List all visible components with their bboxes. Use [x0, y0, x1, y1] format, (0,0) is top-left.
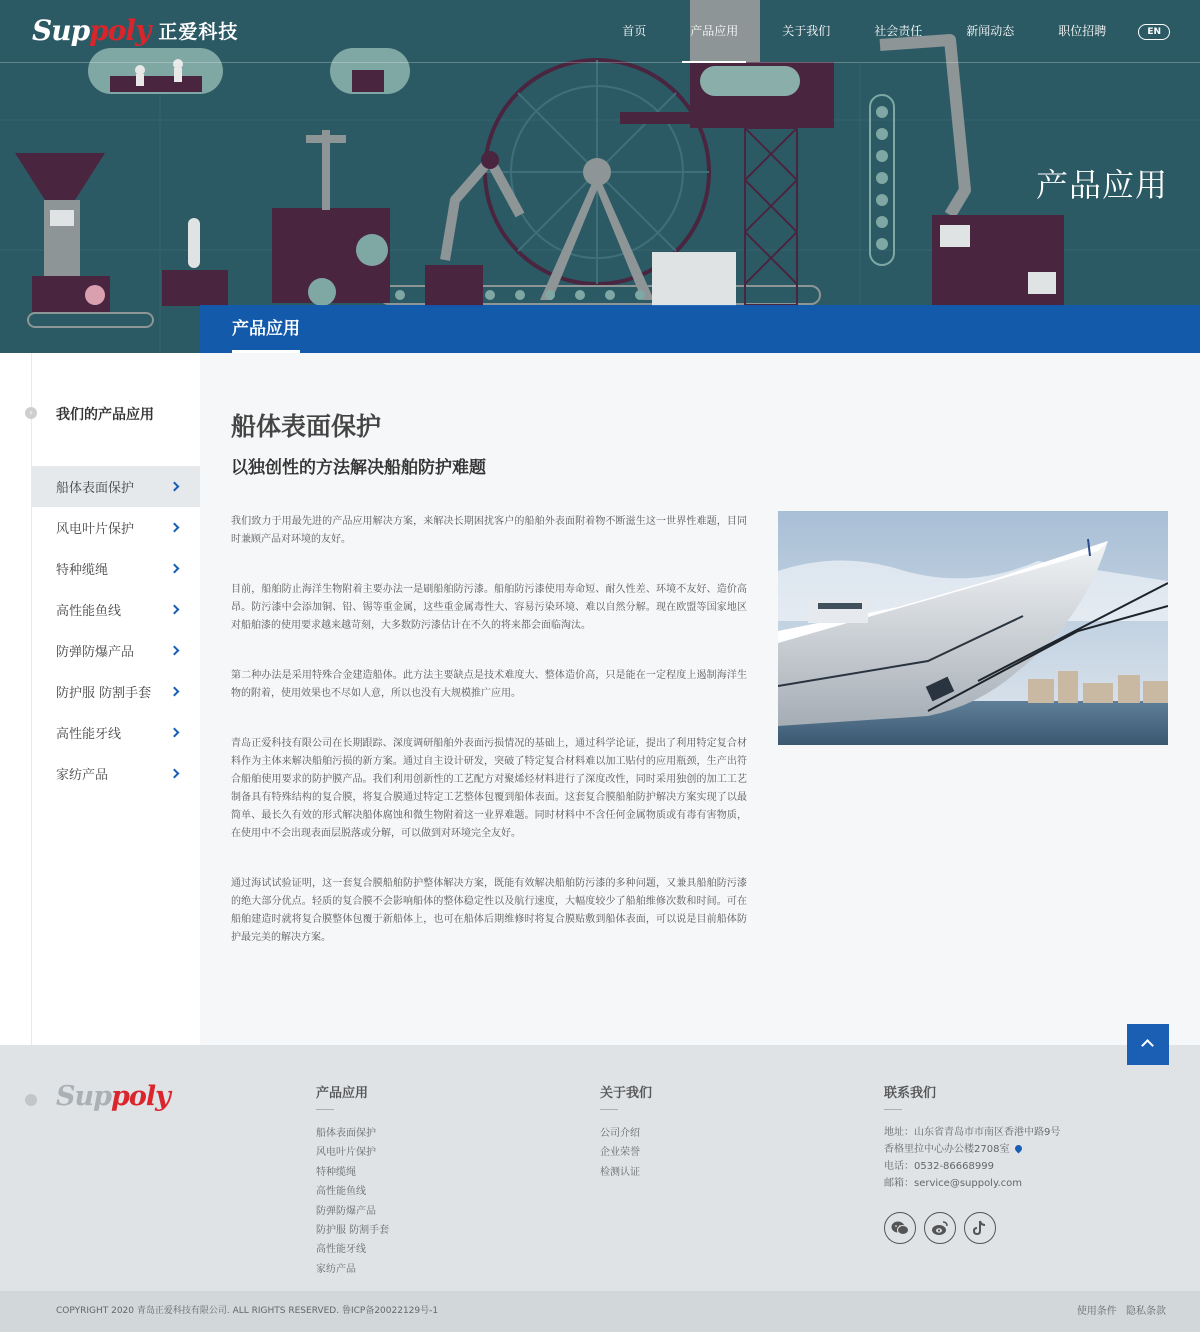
contact-phone: 电话：0532-86668999: [884, 1161, 994, 1172]
article-paragraph: 第二种办法是采用特殊合金建造船体。此方法主要缺点是技术难度大、整体造价高，只是能在一定程度上遏制海洋生物的附着，使用效果也不尽如人意，所以也没有大规模推广应用。: [231, 670, 747, 699]
copyright-text: COPYRIGHT 2020 青岛正爱科技有限公司. ALL RIGHTS RESERVED. 鲁ICP备20022129号-1: [56, 1306, 439, 1316]
article-paragraph: 目前，船舶防止海洋生物附着主要办法一是刷船舶防污漆。船舶防污漆使用寿命短、耐久性差、环境不友好、造价高昂。防污漆中会添加铜、铅、锡等重金属，这些重金属毒性大、容易污染环境、难以自然分解。现在欧盟等国家地区对船舶漆的使用要求越来越苛刻，大多数防污漆估计在不久的将来都会面临淘汰。: [231, 584, 747, 631]
footer-link[interactable]: 风电叶片保护: [316, 1147, 376, 1159]
sidebar-item-hull-protection[interactable]: [32, 466, 200, 507]
footer-link[interactable]: 家纺产品: [316, 1263, 356, 1275]
logo-chinese-name: 正爱科技: [158, 20, 239, 43]
chevron-up-icon: [1141, 1039, 1154, 1052]
brand-logo[interactable]: [32, 10, 238, 50]
footer-link[interactable]: 特种缆绳: [316, 1166, 356, 1178]
top-navigation: [0, 0, 1200, 63]
footer-heading-underline: [884, 1109, 902, 1110]
main-menu: [600, 0, 1170, 63]
sidebar-item-dental-floss[interactable]: [32, 712, 200, 753]
page-subtitle: 以独创性的方法解决船舶防护难题: [231, 458, 486, 478]
language-switch-button[interactable]: EN: [1138, 24, 1170, 40]
yacht-photo: [778, 511, 1168, 745]
footer-heading-underline: [316, 1109, 334, 1110]
back-to-top-button[interactable]: [1127, 1024, 1169, 1065]
social-links: [884, 1212, 1060, 1244]
chevron-right-icon: [170, 564, 180, 574]
sidebar-item-protective-wear[interactable]: [32, 671, 200, 712]
sidebar-heading: 我们的产品应用: [56, 407, 154, 423]
chevron-right-icon: [170, 687, 180, 697]
footer-about-column: [600, 1082, 652, 1182]
chevron-right-icon: [170, 523, 180, 533]
chevron-right-icon: [170, 728, 180, 738]
nav-news[interactable]: 新闻动态: [966, 24, 1015, 38]
footer-contact-column: [884, 1082, 1060, 1244]
nav-about[interactable]: 关于我们: [782, 24, 831, 38]
hero-banner: [0, 0, 1200, 353]
sidebar-item-label: 防护服 防割手套: [56, 686, 152, 701]
footer-contact-heading: 联系我们: [884, 1086, 937, 1101]
terms-link[interactable]: 使用条件: [1076, 1306, 1117, 1317]
chevron-right-icon: [170, 605, 180, 615]
sidebar-item-label: 高性能鱼线: [56, 604, 122, 619]
footer-link[interactable]: 防护服 防割手套: [316, 1225, 390, 1237]
privacy-link[interactable]: 隐私条款: [1126, 1306, 1166, 1317]
article-paragraph: 我们致力于用最先进的产品应用解决方案，来解决长期困扰客户的船舶外表面附着物不断滋生这一世界性难题，目同时兼顾产品对环境的友好。: [231, 516, 747, 545]
section-band: [200, 305, 1200, 353]
product-sidebar: [0, 353, 200, 1045]
footer-heading-underline: [600, 1109, 618, 1110]
weibo-icon[interactable]: [924, 1212, 956, 1244]
logo-wordmark: Suppoly: [32, 13, 151, 47]
footer-logo[interactable]: Suppoly: [56, 1081, 170, 1112]
contact-address-line2: 香格里拉中心办公楼2708室: [884, 1141, 1060, 1158]
sidebar-item-home-textiles[interactable]: [32, 753, 200, 794]
location-pin-icon[interactable]: [1014, 1144, 1024, 1154]
wechat-icon[interactable]: [884, 1212, 916, 1244]
footer-link[interactable]: 企业荣誉: [600, 1147, 640, 1159]
footer-link[interactable]: 防弹防爆产品: [316, 1205, 376, 1217]
footer-link[interactable]: 高性能鱼线: [316, 1186, 366, 1198]
chevron-right-icon: [170, 482, 180, 492]
copyright-bar: [0, 1291, 1200, 1332]
sidebar-item-fishing-line[interactable]: [32, 589, 200, 630]
sidebar-item-label: 家纺产品: [56, 768, 109, 783]
legal-links: [1071, 1291, 1166, 1332]
sidebar-item-label: 高性能牙线: [56, 727, 122, 742]
sidebar-item-label: 防弹防爆产品: [56, 645, 135, 660]
sidebar-marker-icon: ›: [25, 407, 37, 419]
site-footer: [0, 1045, 1200, 1291]
chevron-right-icon: [170, 646, 180, 656]
section-band-title: 产品应用: [232, 305, 300, 353]
nav-careers[interactable]: 职位招聘: [1058, 24, 1107, 38]
sidebar-item-label: 船体表面保护: [56, 481, 135, 496]
sidebar-item-wind-blade[interactable]: [32, 507, 200, 548]
nav-home[interactable]: 首页: [622, 24, 647, 38]
hero-title: 产品应用: [1035, 166, 1168, 204]
article-paragraph: 青岛正爱科技有限公司在长期跟踪、深度调研船舶外表面污损情况的基础上，通过科学论证，提出了利用特定复合材料作为主体来解决船舶污损的新方案。通过自主设计研发，突破了特定复合材料难以加工贴付的应用瓶颈，生产出符合船舶使用要求的防护膜产品。我们利用创新性的工艺配方对聚烯烃材料进行了深度改性，同时采用独创的加工工艺制备具有特殊结构的复合膜，将复合膜通过特定工艺整体包覆到船体表面。这套复合膜船舶防护解决方案实现了以最简单、最长久有效的形式解决船体腐蚀和微生物附着这一业界难题。同时材料中不含任何金属物质或有毒有害物质，在使用中不会出现表面层脱落或分解，可以做到对环境完全友好。: [231, 738, 747, 839]
contact-email[interactable]: 邮箱：service@suppoly.com: [884, 1178, 1022, 1189]
contact-address: 地址：山东省青岛市市南区香港中路9号: [884, 1127, 1061, 1138]
main-content: [200, 353, 1200, 1045]
footer-products-column: [316, 1082, 389, 1279]
douyin-icon[interactable]: [964, 1212, 996, 1244]
footer-link[interactable]: 高性能牙线: [316, 1244, 366, 1256]
sidebar-item-label: 特种缆绳: [56, 563, 109, 578]
footer-products-heading: 产品应用: [316, 1086, 369, 1101]
article-paragraph: 通过海试试验证明，这一套复合膜船舶防护整体解决方案，既能有效解决船舶防污漆的多种问题，又兼具船舶防污漆的绝大部分优点。轻质的复合膜不会影响船体的整体稳定性以及航行速度，大幅度较少了船舶维修次数和时间。可在船舶建造时就将复合膜整体包覆于新船体上，也可在船体后期维修时将复合膜贴敷到船体表面，可以说是目前船体防护最完美的解决方案。: [231, 878, 747, 943]
sidebar-list: [32, 466, 200, 794]
footer-link[interactable]: 船体表面保护: [316, 1128, 376, 1139]
footer-about-heading: 关于我们: [600, 1086, 653, 1101]
article-body: [231, 513, 747, 979]
footer-marker-icon: [25, 1094, 37, 1106]
page-title: 船体表面保护: [231, 412, 382, 441]
sidebar-item-ballistic[interactable]: [32, 630, 200, 671]
footer-link[interactable]: 公司介绍: [600, 1128, 640, 1139]
sidebar-item-label: 风电叶片保护: [56, 522, 135, 537]
footer-link[interactable]: 检测认证: [600, 1166, 640, 1178]
chevron-right-icon: [170, 769, 180, 779]
sidebar-item-special-rope[interactable]: [32, 548, 200, 589]
nav-products[interactable]: 产品应用: [690, 0, 738, 63]
nav-responsibility[interactable]: 社会责任: [874, 24, 923, 38]
